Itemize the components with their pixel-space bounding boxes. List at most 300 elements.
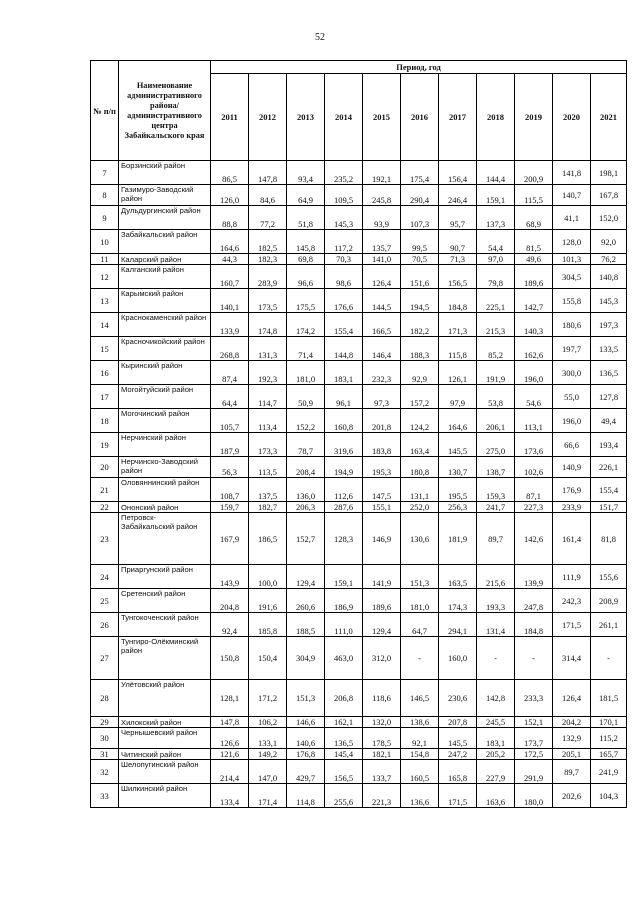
value-cell: 246,4 [439,185,477,206]
value-cell: 128,1 [211,680,249,717]
value-cell: 71,3 [439,254,477,265]
value-cell: 121,6 [211,749,249,760]
value-cell: 176,8 [287,749,325,760]
table-row [91,230,627,254]
value-cell: 205,2 [477,749,515,760]
district-name: Приаргунский район [119,565,211,589]
value-cell: - [401,637,439,680]
value-cell: - [591,637,627,680]
table-row [91,457,627,478]
district-name: Читинский район [119,749,211,760]
value-cell: 51,8 [287,206,325,230]
value-cell: 124,2 [401,409,439,433]
value-cell: 260,6 [287,589,325,613]
value-cell: 98,6 [325,265,363,289]
value-cell: 256,3 [439,502,477,513]
table-row [91,728,627,749]
value-cell: 130,7 [439,457,477,478]
value-cell: 70,5 [401,254,439,265]
table-row [91,613,627,637]
value-cell: 175,4 [401,161,439,185]
value-cell: 64,7 [401,613,439,637]
value-cell: 100,0 [249,565,287,589]
value-cell: 126,1 [439,361,477,385]
table-row [91,313,627,337]
value-cell: 71,4 [287,337,325,361]
year-header: 2015 [363,74,401,161]
value-cell: 155,4 [325,313,363,337]
value-cell: 226,1 [591,457,627,478]
row-number: 8 [91,185,119,206]
value-cell: 171,4 [249,784,287,808]
value-cell: 155,8 [553,289,591,313]
value-cell: 144,5 [363,289,401,313]
value-cell: 156,5 [325,760,363,784]
table-row [91,565,627,589]
table-row [91,206,627,230]
table-row [91,265,627,289]
row-number: 21 [91,478,119,502]
value-cell: 155,4 [591,478,627,502]
district-name: Чернышевский район [119,728,211,749]
table-row [91,478,627,502]
value-cell: 141,8 [553,161,591,185]
value-cell: 197,7 [553,337,591,361]
value-cell: 146,4 [363,337,401,361]
district-name: Кыринский район [119,361,211,385]
value-cell: 245,8 [363,185,401,206]
value-cell: 142,8 [477,680,515,717]
row-number: 24 [91,565,119,589]
value-cell: 157,2 [401,385,439,409]
district-name: Забайкальский район [119,230,211,254]
value-cell: 173,5 [249,289,287,313]
value-cell: 150,4 [249,637,287,680]
value-cell: 176,9 [553,478,591,502]
value-cell: 84,6 [249,185,287,206]
value-cell: 167,8 [591,185,627,206]
row-number: 13 [91,289,119,313]
value-cell: 429,7 [287,760,325,784]
value-cell: 319,6 [325,433,363,457]
value-cell: 163,6 [477,784,515,808]
value-cell: 96,6 [287,265,325,289]
value-cell: 185,8 [249,613,287,637]
value-cell: 115,5 [515,185,553,206]
value-cell: 54,4 [477,230,515,254]
district-name: Нерчинско-Заводский район [119,457,211,478]
value-cell: 130,6 [401,513,439,565]
value-cell: 145,5 [439,728,477,749]
row-number: 32 [91,760,119,784]
value-cell: 151,7 [591,502,627,513]
district-name: Оловяннинский район [119,478,211,502]
value-cell: 225,1 [477,289,515,313]
value-cell: 159,1 [477,185,515,206]
value-cell: 64,4 [211,385,249,409]
value-cell: 133,5 [591,337,627,361]
row-number: 26 [91,613,119,637]
value-cell: 191,6 [249,589,287,613]
value-cell: 89,7 [477,513,515,565]
value-cell: 173,6 [515,433,553,457]
value-cell: 128,0 [553,230,591,254]
row-number: 31 [91,749,119,760]
value-cell: 241,9 [591,760,627,784]
value-cell: 196,0 [515,361,553,385]
district-name: Калганский район [119,265,211,289]
value-cell: 174,8 [249,313,287,337]
value-cell: 252,0 [401,502,439,513]
value-cell: 182,1 [363,749,401,760]
value-cell: 314,4 [553,637,591,680]
value-cell: 194,9 [325,457,363,478]
value-cell: 131,3 [249,337,287,361]
value-cell: 144,4 [477,161,515,185]
value-cell: 113,4 [249,409,287,433]
value-cell: 181,0 [287,361,325,385]
value-cell: 147,8 [211,717,249,728]
value-cell: 137,3 [477,206,515,230]
year-header: 2017 [439,74,477,161]
value-cell: 152,2 [287,409,325,433]
value-cell: 131,4 [477,613,515,637]
value-cell: 126,6 [211,728,249,749]
value-cell: 115,2 [591,728,627,749]
value-cell: 163,5 [439,565,477,589]
column-header-name: Наименование административного района/ административного центра Забайкальского края [119,61,211,161]
value-cell: 136,5 [591,361,627,385]
value-cell: 184,8 [439,289,477,313]
table-row [91,513,627,565]
table-row [91,680,627,717]
value-cell: 55,0 [553,385,591,409]
value-cell: 142,7 [515,289,553,313]
value-cell: 145,8 [287,230,325,254]
value-cell: 205,1 [553,749,591,760]
value-cell: 188,5 [287,613,325,637]
value-cell: 304,5 [553,265,591,289]
value-cell: 215,6 [477,565,515,589]
value-cell: 108,7 [211,478,249,502]
value-cell: 89,7 [553,760,591,784]
value-cell: 182,7 [249,502,287,513]
row-number: 23 [91,513,119,565]
row-number: 27 [91,637,119,680]
value-cell: 182,3 [249,254,287,265]
row-number: 14 [91,313,119,337]
value-cell: 146,9 [363,513,401,565]
value-cell: 186,5 [249,513,287,565]
value-cell: 140,9 [553,457,591,478]
value-cell: 183,1 [325,361,363,385]
value-cell: 149,2 [249,749,287,760]
value-cell: 170,1 [591,717,627,728]
district-name: Сретенский район [119,589,211,613]
value-cell: 162,6 [515,337,553,361]
value-cell: 53,8 [477,385,515,409]
value-cell: 128,3 [325,513,363,565]
table-row [91,254,627,265]
value-cell: 202,6 [553,784,591,808]
value-cell: 164,6 [439,409,477,433]
value-cell: 167,9 [211,513,249,565]
value-cell: 50,9 [287,385,325,409]
value-cell: 182,5 [249,230,287,254]
value-cell: 152,1 [515,717,553,728]
table-row [91,361,627,385]
value-cell: 181,0 [401,589,439,613]
value-cell: 184,8 [515,613,553,637]
value-cell: 101,3 [553,254,591,265]
district-name: Краснокаменский район [119,313,211,337]
value-cell: 92,4 [211,613,249,637]
value-cell: 138,7 [477,457,515,478]
page-number: 52 [315,32,325,43]
value-cell: 186,9 [325,589,363,613]
district-name: Карымский район [119,289,211,313]
statistics-table [90,60,627,808]
value-cell: 109,5 [325,185,363,206]
value-cell: 152,7 [287,513,325,565]
table-row [91,289,627,313]
row-number: 25 [91,589,119,613]
value-cell: 140,3 [515,313,553,337]
value-cell: 136,5 [325,728,363,749]
value-cell: 160,5 [401,760,439,784]
table-row [91,589,627,613]
year-header: 2013 [287,74,325,161]
table-row [91,337,627,361]
district-name: Нерчинский район [119,433,211,457]
value-cell: 112,6 [325,478,363,502]
value-cell: 159,1 [325,565,363,589]
value-cell: 41,1 [553,206,591,230]
value-cell: 312,0 [363,637,401,680]
value-cell: 255,6 [325,784,363,808]
value-cell: 64,9 [287,185,325,206]
value-cell: 81,8 [591,513,627,565]
value-cell: 79,8 [477,265,515,289]
value-cell: 132,0 [363,717,401,728]
value-cell: 111,9 [553,565,591,589]
year-header: 2012 [249,74,287,161]
district-name: Каларский район [119,254,211,265]
value-cell: 187,9 [211,433,249,457]
value-cell: 141,0 [363,254,401,265]
row-number: 16 [91,361,119,385]
row-number: 9 [91,206,119,230]
value-cell: 137,5 [249,478,287,502]
value-cell: 151,6 [401,265,439,289]
value-cell: 78,7 [287,433,325,457]
value-cell: 150,8 [211,637,249,680]
year-header: 2018 [477,74,515,161]
value-cell: 208,4 [287,457,325,478]
value-cell: 97,3 [363,385,401,409]
value-cell: 88,8 [211,206,249,230]
value-cell: 300,0 [553,361,591,385]
value-cell: 247,8 [515,589,553,613]
value-cell: 172,5 [515,749,553,760]
value-cell: - [515,637,553,680]
year-header: 2014 [325,74,363,161]
value-cell: 151,3 [287,680,325,717]
value-cell: 66,6 [553,433,591,457]
value-cell: 181,5 [591,680,627,717]
value-cell: 204,2 [553,717,591,728]
value-cell: 127,8 [591,385,627,409]
table-row [91,760,627,784]
value-cell: 193,4 [591,433,627,457]
value-cell: 144,8 [325,337,363,361]
value-cell: 136,6 [401,784,439,808]
value-cell: 182,2 [401,313,439,337]
row-number: 19 [91,433,119,457]
value-cell: 69,8 [287,254,325,265]
value-cell: 115,8 [439,337,477,361]
value-cell: 131,1 [401,478,439,502]
value-cell: 152,0 [591,206,627,230]
table-row [91,385,627,409]
value-cell: 164,6 [211,230,249,254]
table-row [91,161,627,185]
row-number: 10 [91,230,119,254]
value-cell: 261,1 [591,613,627,637]
value-cell: 140,7 [553,185,591,206]
value-cell: 155,6 [591,565,627,589]
table-row [91,784,627,808]
value-cell: 133,9 [211,313,249,337]
year-header: 2020 [553,74,591,161]
district-name: Могойтуйский район [119,385,211,409]
value-cell: 54,6 [515,385,553,409]
value-cell: 206,3 [287,502,325,513]
value-cell: 129,4 [287,565,325,589]
value-cell: 233,9 [553,502,591,513]
value-cell: 214,4 [211,760,249,784]
value-cell: 113,5 [249,457,287,478]
value-cell: 132,9 [553,728,591,749]
value-cell: 87,4 [211,361,249,385]
value-cell: 93,9 [363,206,401,230]
value-cell: 183,1 [477,728,515,749]
value-cell: 126,4 [363,265,401,289]
value-cell: 86,5 [211,161,249,185]
table-row [91,185,627,206]
year-header: 2011 [211,74,249,161]
value-cell: 114,7 [249,385,287,409]
value-cell: 275,0 [477,433,515,457]
value-cell: 85,2 [477,337,515,361]
value-cell: 241,7 [477,502,515,513]
value-cell: 206,1 [477,409,515,433]
value-cell: 183,8 [363,433,401,457]
value-cell: 291,9 [515,760,553,784]
value-cell: 165,7 [591,749,627,760]
value-cell: 160,8 [325,409,363,433]
value-cell: 77,2 [249,206,287,230]
value-cell: 151,3 [401,565,439,589]
value-cell: 196,0 [553,409,591,433]
value-cell: 97,9 [439,385,477,409]
value-cell: 90,7 [439,230,477,254]
district-name: Улётовский район [119,680,211,717]
value-cell: 294,1 [439,613,477,637]
value-cell: 171,5 [553,613,591,637]
value-cell: 87,1 [515,478,553,502]
table-row [91,409,627,433]
value-cell: 145,3 [325,206,363,230]
value-cell: 68,9 [515,206,553,230]
district-name: Газимуро-Заводский район [119,185,211,206]
value-cell: 140,1 [211,289,249,313]
value-cell: 147,8 [249,161,287,185]
value-cell: 174,2 [287,313,325,337]
value-cell: 230,6 [439,680,477,717]
table-row [91,502,627,513]
value-cell: 290,4 [401,185,439,206]
value-cell: 207,8 [439,717,477,728]
value-cell: 232,3 [363,361,401,385]
value-cell: 178,5 [363,728,401,749]
district-name: Шилкинский район [119,784,211,808]
year-header: 2019 [515,74,553,161]
value-cell: 135,7 [363,230,401,254]
value-cell: 283,9 [249,265,287,289]
district-name: Красночикойский район [119,337,211,361]
value-cell: 159,7 [211,502,249,513]
table-row [91,749,627,760]
district-name: Тунгиро-Олёкминский район [119,637,211,680]
value-cell: 141,9 [363,565,401,589]
value-cell: 173,3 [249,433,287,457]
value-cell: 173,7 [515,728,553,749]
value-cell: 145,4 [325,749,363,760]
value-cell: 227,3 [515,502,553,513]
value-cell: 140,8 [591,265,627,289]
value-cell: 155,1 [363,502,401,513]
value-cell: 118,6 [363,680,401,717]
value-cell: 133,7 [363,760,401,784]
value-cell: 106,2 [249,717,287,728]
row-number: 11 [91,254,119,265]
value-cell: 92,9 [401,361,439,385]
value-cell: 245,5 [477,717,515,728]
value-cell: 95,7 [439,206,477,230]
value-cell: 180,6 [553,313,591,337]
value-cell: 233,3 [515,680,553,717]
value-cell: 133,4 [211,784,249,808]
year-header: 2016 [401,74,439,161]
value-cell: 175,5 [287,289,325,313]
value-cell: 143,9 [211,565,249,589]
value-cell: 165,8 [439,760,477,784]
value-cell: 171,5 [439,784,477,808]
district-name: Петровск-Забайкальский район [119,513,211,565]
row-number: 7 [91,161,119,185]
value-cell: 193,3 [477,589,515,613]
value-cell: 139,9 [515,565,553,589]
value-cell: 268,8 [211,337,249,361]
value-cell: 206,8 [325,680,363,717]
value-cell: 161,4 [553,513,591,565]
value-cell: 81,5 [515,230,553,254]
value-cell: 49,6 [515,254,553,265]
value-cell: 93,4 [287,161,325,185]
value-cell: 180,0 [515,784,553,808]
value-cell: 221,3 [363,784,401,808]
